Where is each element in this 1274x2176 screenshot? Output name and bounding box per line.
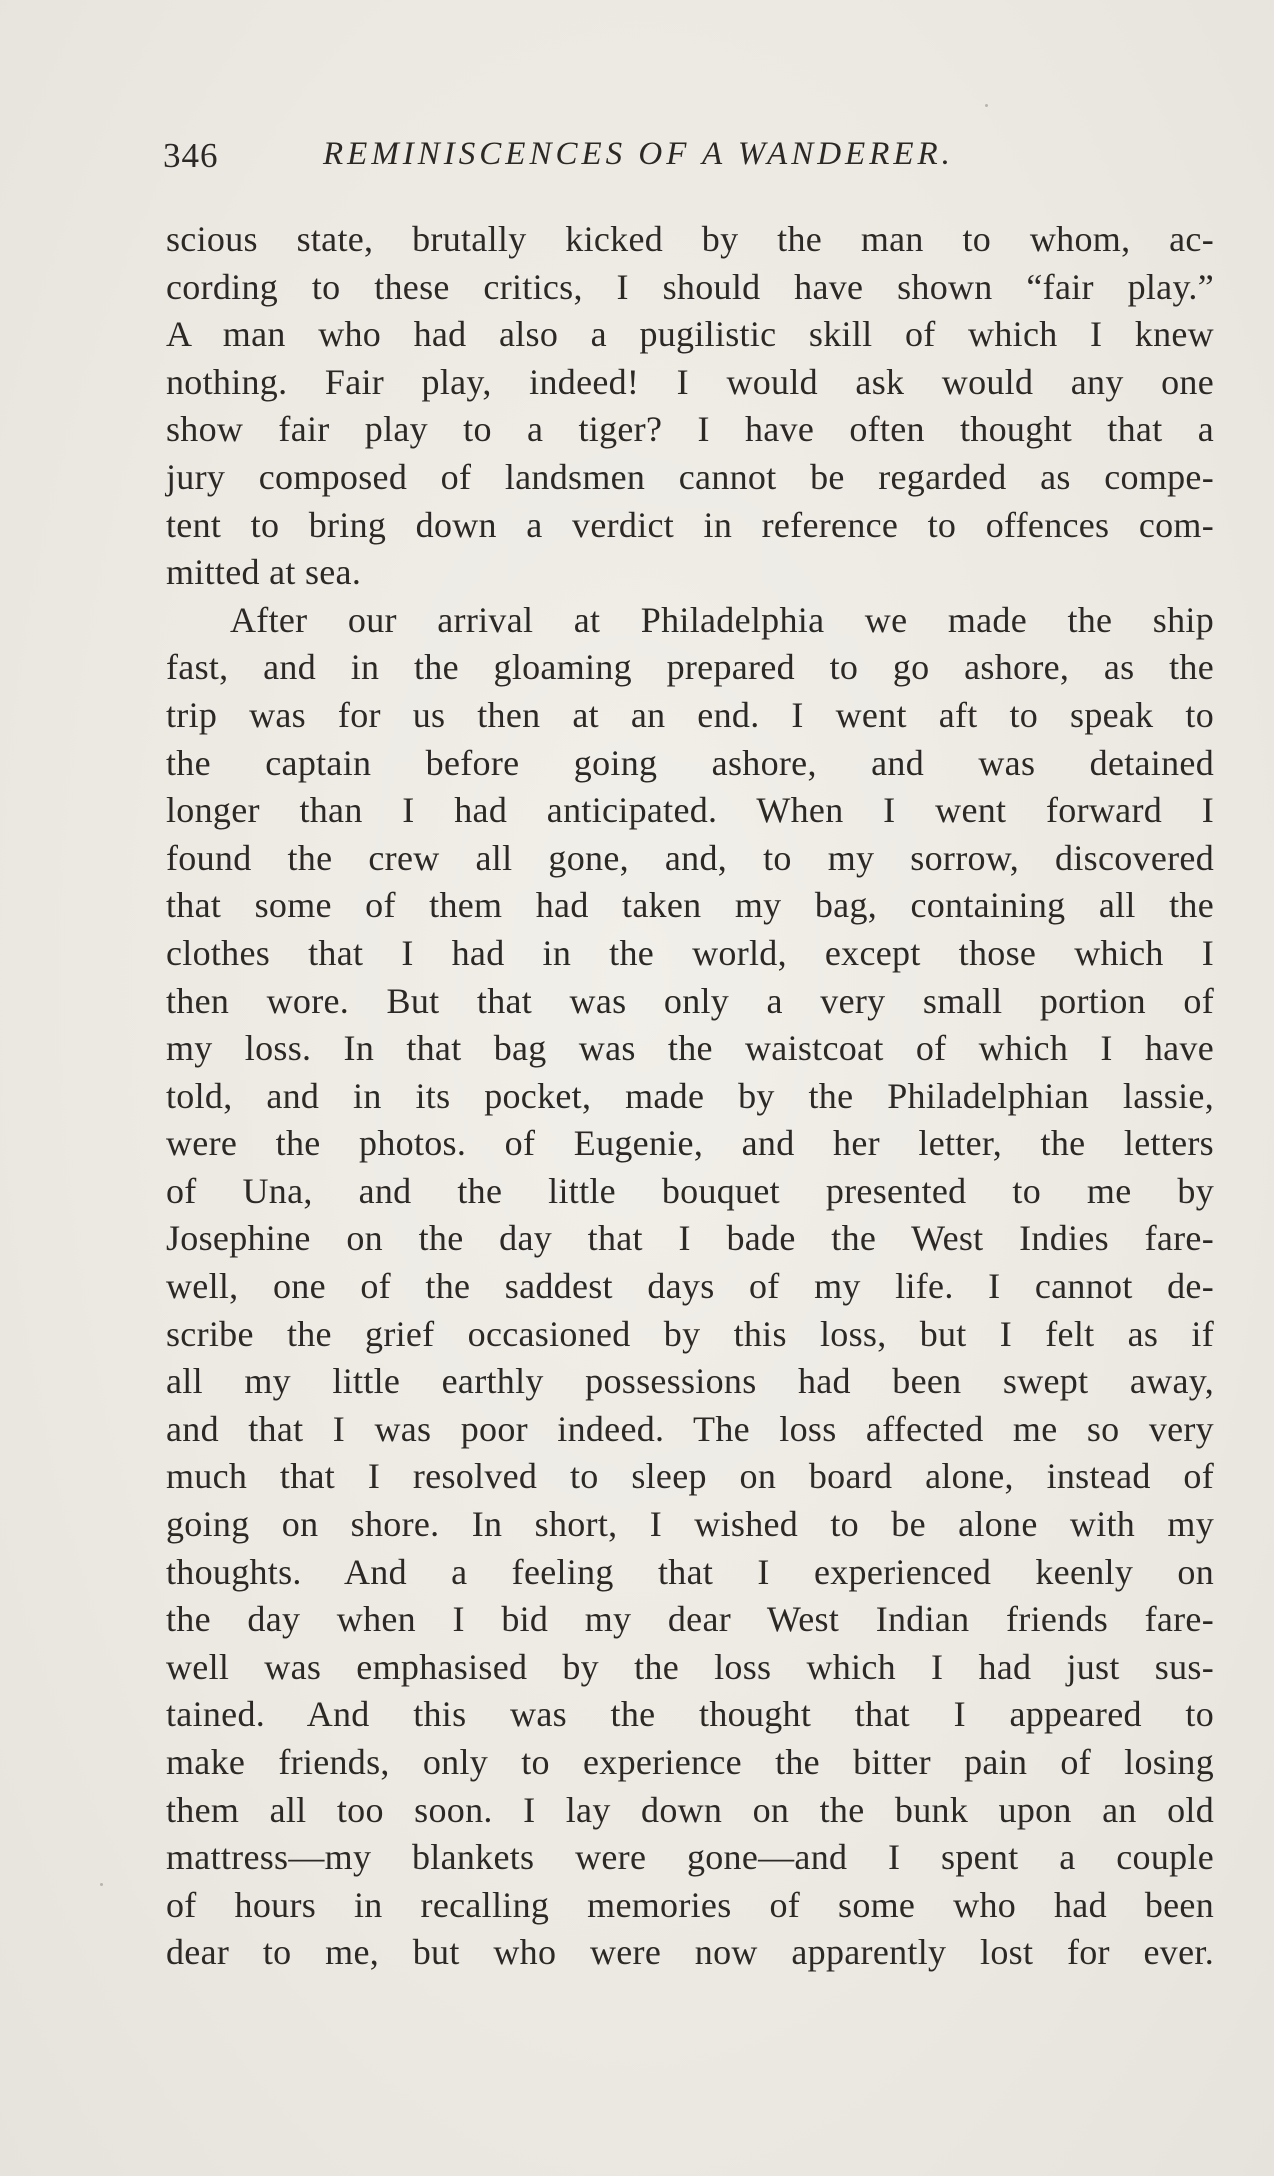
text-line: fast, and in the gloaming prepared to go ashore, as the (166, 647, 1214, 688)
text-line: my loss. In that bag was the waistcoat of which I have (166, 1028, 1214, 1069)
text-line: make friends, only to experience the bitter pain of losing (166, 1742, 1214, 1782)
text-line: them all too soon. I lay down on the bunk upon an old (166, 1789, 1214, 1830)
text-line: longer than I had anticipated. When I went forward I (166, 790, 1214, 831)
text-line: After our arrival at Philadelphia we made the ship (230, 599, 1214, 640)
text-line: then wore. But that was only a very small portion of (166, 980, 1214, 1021)
paragraph-2 (166, 597, 1214, 1977)
page-header (163, 136, 1083, 186)
text-line: that some of them had taken my bag, containing all the (166, 885, 1214, 926)
text-line: and that I was poor indeed. The loss affected me so very (166, 1408, 1214, 1449)
text-line: tained. And this was the thought that I appeared to (166, 1694, 1214, 1735)
text-line: A man who had also a pugilistic skill of which I knew (166, 314, 1214, 355)
text-line: jury composed of landsmen cannot be regarded as compe- (166, 456, 1214, 497)
body-text (166, 216, 1214, 1977)
running-head: REMINISCENCES OF A WANDERER. (323, 136, 954, 172)
text-line: going on shore. In short, I wished to be alone with my (166, 1504, 1214, 1545)
text-line: the day when I bid my dear West Indian friends fare- (166, 1599, 1214, 1640)
text-line: mattress—my blankets were gone—and I spent a couple (166, 1837, 1214, 1878)
text-line: the captain before going ashore, and was detained (166, 742, 1214, 783)
text-line: told, and in its pocket, made by the Philadelphian lassie, (166, 1075, 1214, 1116)
text-line: trip was for us then at an end. I went aft to speak to (166, 694, 1214, 735)
text-line: were the photos. of Eugenie, and her letter, the letters (166, 1123, 1214, 1164)
text-line: scribe the grief occasioned by this loss, but I felt as if (166, 1313, 1214, 1354)
text-line: of hours in recalling memories of some who had been (166, 1884, 1214, 1925)
text-line: all my little earthly possessions had been swept away, (166, 1361, 1214, 1402)
text-line: mitted at sea. (166, 552, 362, 593)
text-line: thoughts. And a feeling that I experienced keenly on (166, 1551, 1214, 1592)
text-line: well, one of the saddest days of my life. I cannot de- (166, 1266, 1214, 1307)
text-line: well was emphasised by the loss which I had just sus- (166, 1646, 1214, 1687)
text-line: Josephine on the day that I bade the West Indies fare- (166, 1218, 1214, 1259)
text-line: tent to bring down a verdict in reference to offences com- (166, 504, 1214, 545)
page-number: 346 (163, 136, 219, 175)
paper-speck (100, 1883, 103, 1886)
text-line: dear to me, but who were now apparently lost for ever. (166, 1932, 1214, 1973)
text-line: much that I resolved to sleep on board alone, instead of (166, 1456, 1214, 1497)
text-line: scious state, brutally kicked by the man to whom, ac- (166, 219, 1214, 259)
text-line: clothes that I had in the world, except those which I (166, 932, 1214, 973)
paragraph-1 (166, 216, 1214, 597)
text-line: found the crew all gone, and, to my sorrow, discovered (166, 837, 1214, 878)
text-line: show fair play to a tiger? I have often thought that a (166, 409, 1214, 450)
text-line: cording to these critics, I should have shown “fair play.” (166, 266, 1214, 307)
text-line: of Una, and the little bouquet presented to me by (166, 1170, 1214, 1211)
paper-speck (985, 104, 988, 107)
text-line: nothing. Fair play, indeed! I would ask would any one (166, 361, 1214, 402)
